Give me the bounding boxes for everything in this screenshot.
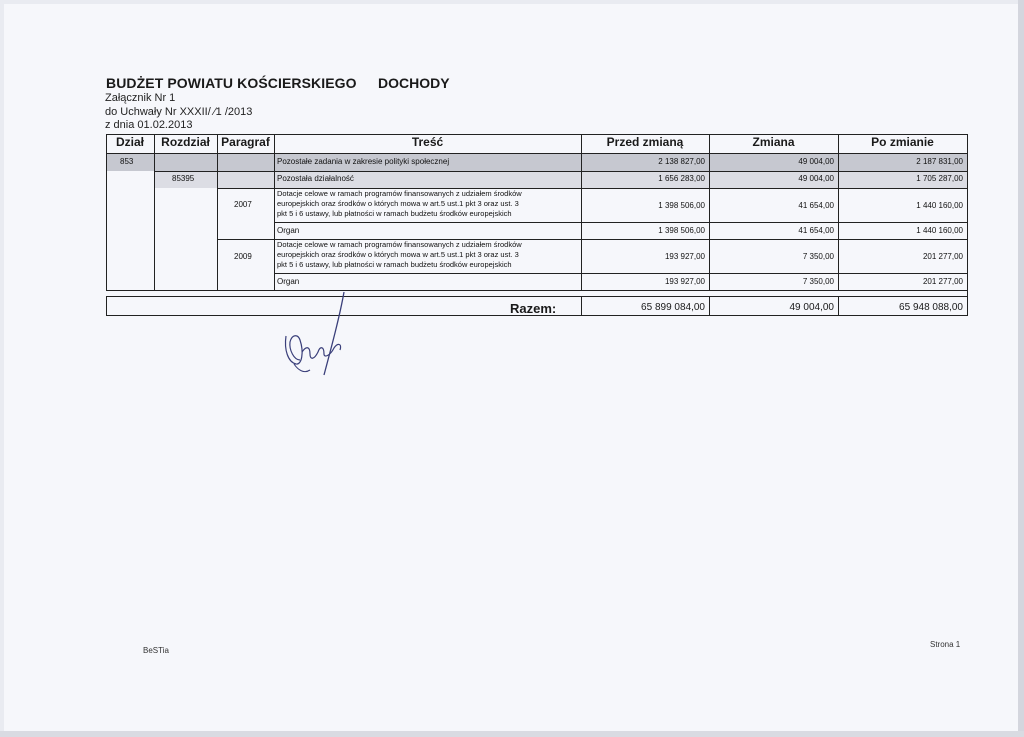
total-label: Razem: [510,301,557,316]
przed-cell: 1 656 283,00 [658,174,705,183]
header-po: Po zmianie [871,135,934,149]
zmiana-cell: 41 654,00 [798,226,834,235]
footer-software: BeSTia [143,646,169,655]
przed-cell: 193 927,00 [664,252,705,261]
date-label: z dnia 01.02.2013 [105,119,193,131]
przed-cell: 1 398 506,00 [658,226,705,235]
po-cell: 1 440 160,00 [916,201,963,210]
header-paragraf: Paragraf [221,135,270,149]
tresc-cell: Organ [277,226,300,235]
zmiana-cell: 49 004,00 [798,174,834,183]
resolution-label: do Uchwały Nr XXXII/ ⁄1 /2013 [105,106,253,118]
tresc-cell: Pozostałe zadania w zakresie polityki społecznej [277,157,450,166]
section-title: DOCHODY [378,75,450,91]
po-cell: 201 277,00 [922,252,963,261]
header-tresc: Treść [411,135,444,149]
tresc-cell: Pozostała działalność [277,174,354,183]
paragraf-cell: 2007 [234,200,252,209]
tresc-cell: Dotacje celowe w ramach programów finansowanych z udziałem środków europejskich oraz środków o których mowa w art.5 ust.1 pkt 3 oraz ust. 3 pkt 5 i 6 ustawy, lub płatności w ramach budżetu środków europejskich [277,189,522,218]
rozdzial-cell: 85395 [172,174,195,183]
po-cell: 1 705 287,00 [916,174,963,183]
header-rozdzial: Rozdział [161,135,210,149]
annex-label: Załącznik Nr 1 [105,92,176,104]
zmiana-cell: 41 654,00 [798,201,834,210]
header-przed: Przed zmianą [606,135,684,149]
header-zmiana: Zmiana [752,135,795,149]
po-cell: 2 187 831,00 [916,157,963,166]
przed-cell: 2 138 827,00 [658,157,705,166]
zmiana-cell: 7 350,00 [802,252,834,261]
po-cell: 201 277,00 [922,277,963,286]
page-edge-bottom [0,731,1024,737]
tresc-cell: Dotacje celowe w ramach programów finansowanych z udziałem środków europejskich oraz środków o których mowa w art.5 ust.1 pkt 3 oraz ust. 3 pkt 5 i 6 ustawy, lub płatności w ramach budżetu środków europejskich [277,240,522,269]
przed-cell: 193 927,00 [664,277,705,286]
page-edge-right [1018,0,1024,737]
signature-image [280,290,360,380]
po-cell: 1 440 160,00 [916,226,963,235]
total-zmiana: 49 004,00 [789,302,834,313]
tresc-cell: Organ [277,277,300,286]
dzial-cell: 853 [120,157,134,166]
header-dzial: Dział [115,135,144,149]
footer-page-number: Strona 1 [930,640,961,649]
przed-cell: 1 398 506,00 [658,201,705,210]
document-title: BUDŻET POWIATU KOŚCIERSKIEGO [106,75,357,91]
paragraf-cell: 2009 [234,252,252,261]
zmiana-cell: 7 350,00 [802,277,834,286]
total-przed: 65 899 084,00 [641,302,705,313]
total-po: 65 948 088,00 [899,302,963,313]
zmiana-cell: 49 004,00 [798,157,834,166]
